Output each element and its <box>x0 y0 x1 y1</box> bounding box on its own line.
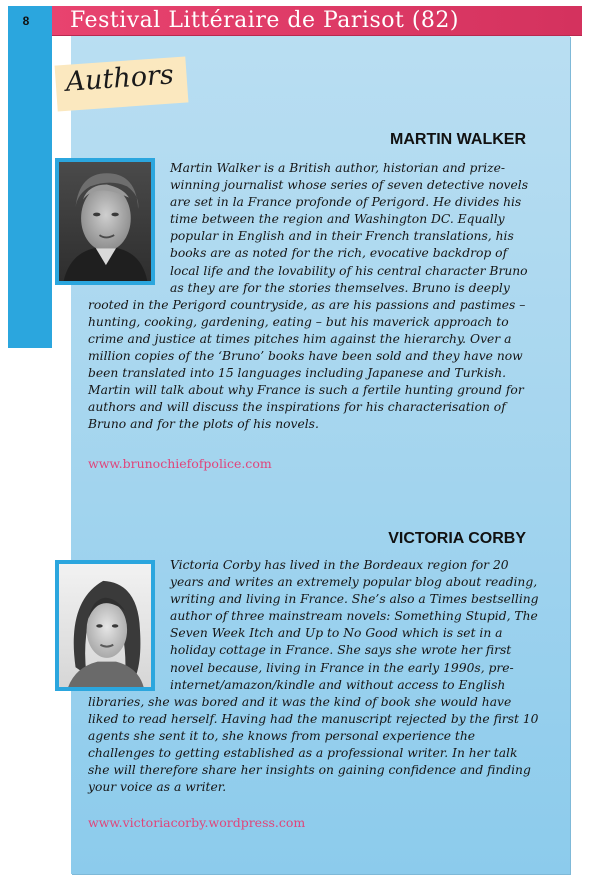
page-number: 8 <box>22 14 30 28</box>
author-name-victoria-corby: VICTORIA CORBY <box>388 530 526 547</box>
left-accent-strip <box>8 6 52 348</box>
author-website-link[interactable]: www.brunochiefofpolice.com <box>88 456 272 471</box>
bio-text-victoria-corby: Victoria Corby has lived in the Bordeaux region for 20 years and writes an extremely popular blog about reading, writing and living in France. She’s also a Times bestselling author of three mainstream novels: Something Stupid, The Seven Week Itch and Up to No Good which is set in a holiday cottage in France. She says she wrote her first novel because, living in France in the early 1990s, pre-internet/amazon/kindle and without access to English libraries, she was bored and it was the kind of book she would have liked to read herself. Having had the manuscript rejected by the first 10 agents she sent it to, she knows from personal experience the challenges to getting established as a professional writer. In her talk she will therefore share her insights on gaining confidence and finding your voice as a writer. <box>88 558 539 795</box>
portrait-wrap-spacer <box>88 557 170 693</box>
author-name-martin-walker: MARTIN WALKER <box>390 131 526 148</box>
author-website-link[interactable]: www.victoriacorby.wordpress.com <box>88 815 306 830</box>
section-title: Authors <box>64 59 175 98</box>
bio-text-martin-walker: Martin Walker is a British author, historian and prize-winning journalist whose series of seven detective novels are set in la France profonde of Perigord. He divides his time between the region and Washington DC. Equally popular in English and in their French translations, his books are as noted for the rich, evocative backdrop of local life and the lovability of his central character Bruno as they are for the stories themselves. Bruno is deeply rooted in the Perigord countryside, as are his passions and pastimes – hunting, cooking, gardening, eating – but his maverick approach to crime and justice at times pitches him against the hierarchy. Over a million copies of the ‘Bruno’ books have been sold and they have now been translated into 15 languages including Japanese and Turkish. Martin will talk about why France is such a fertile hunting ground for authors and will discuss the inspirations for his characterisation of Bruno and for the plots of his novels. <box>88 161 529 432</box>
portrait-wrap-spacer <box>88 160 170 296</box>
section-tag <box>55 56 189 111</box>
bio-paragraph <box>88 557 540 796</box>
bio-paragraph <box>88 160 540 434</box>
header-banner <box>52 6 582 36</box>
page-title: Festival Littéraire de Parisot (82) <box>70 8 459 33</box>
